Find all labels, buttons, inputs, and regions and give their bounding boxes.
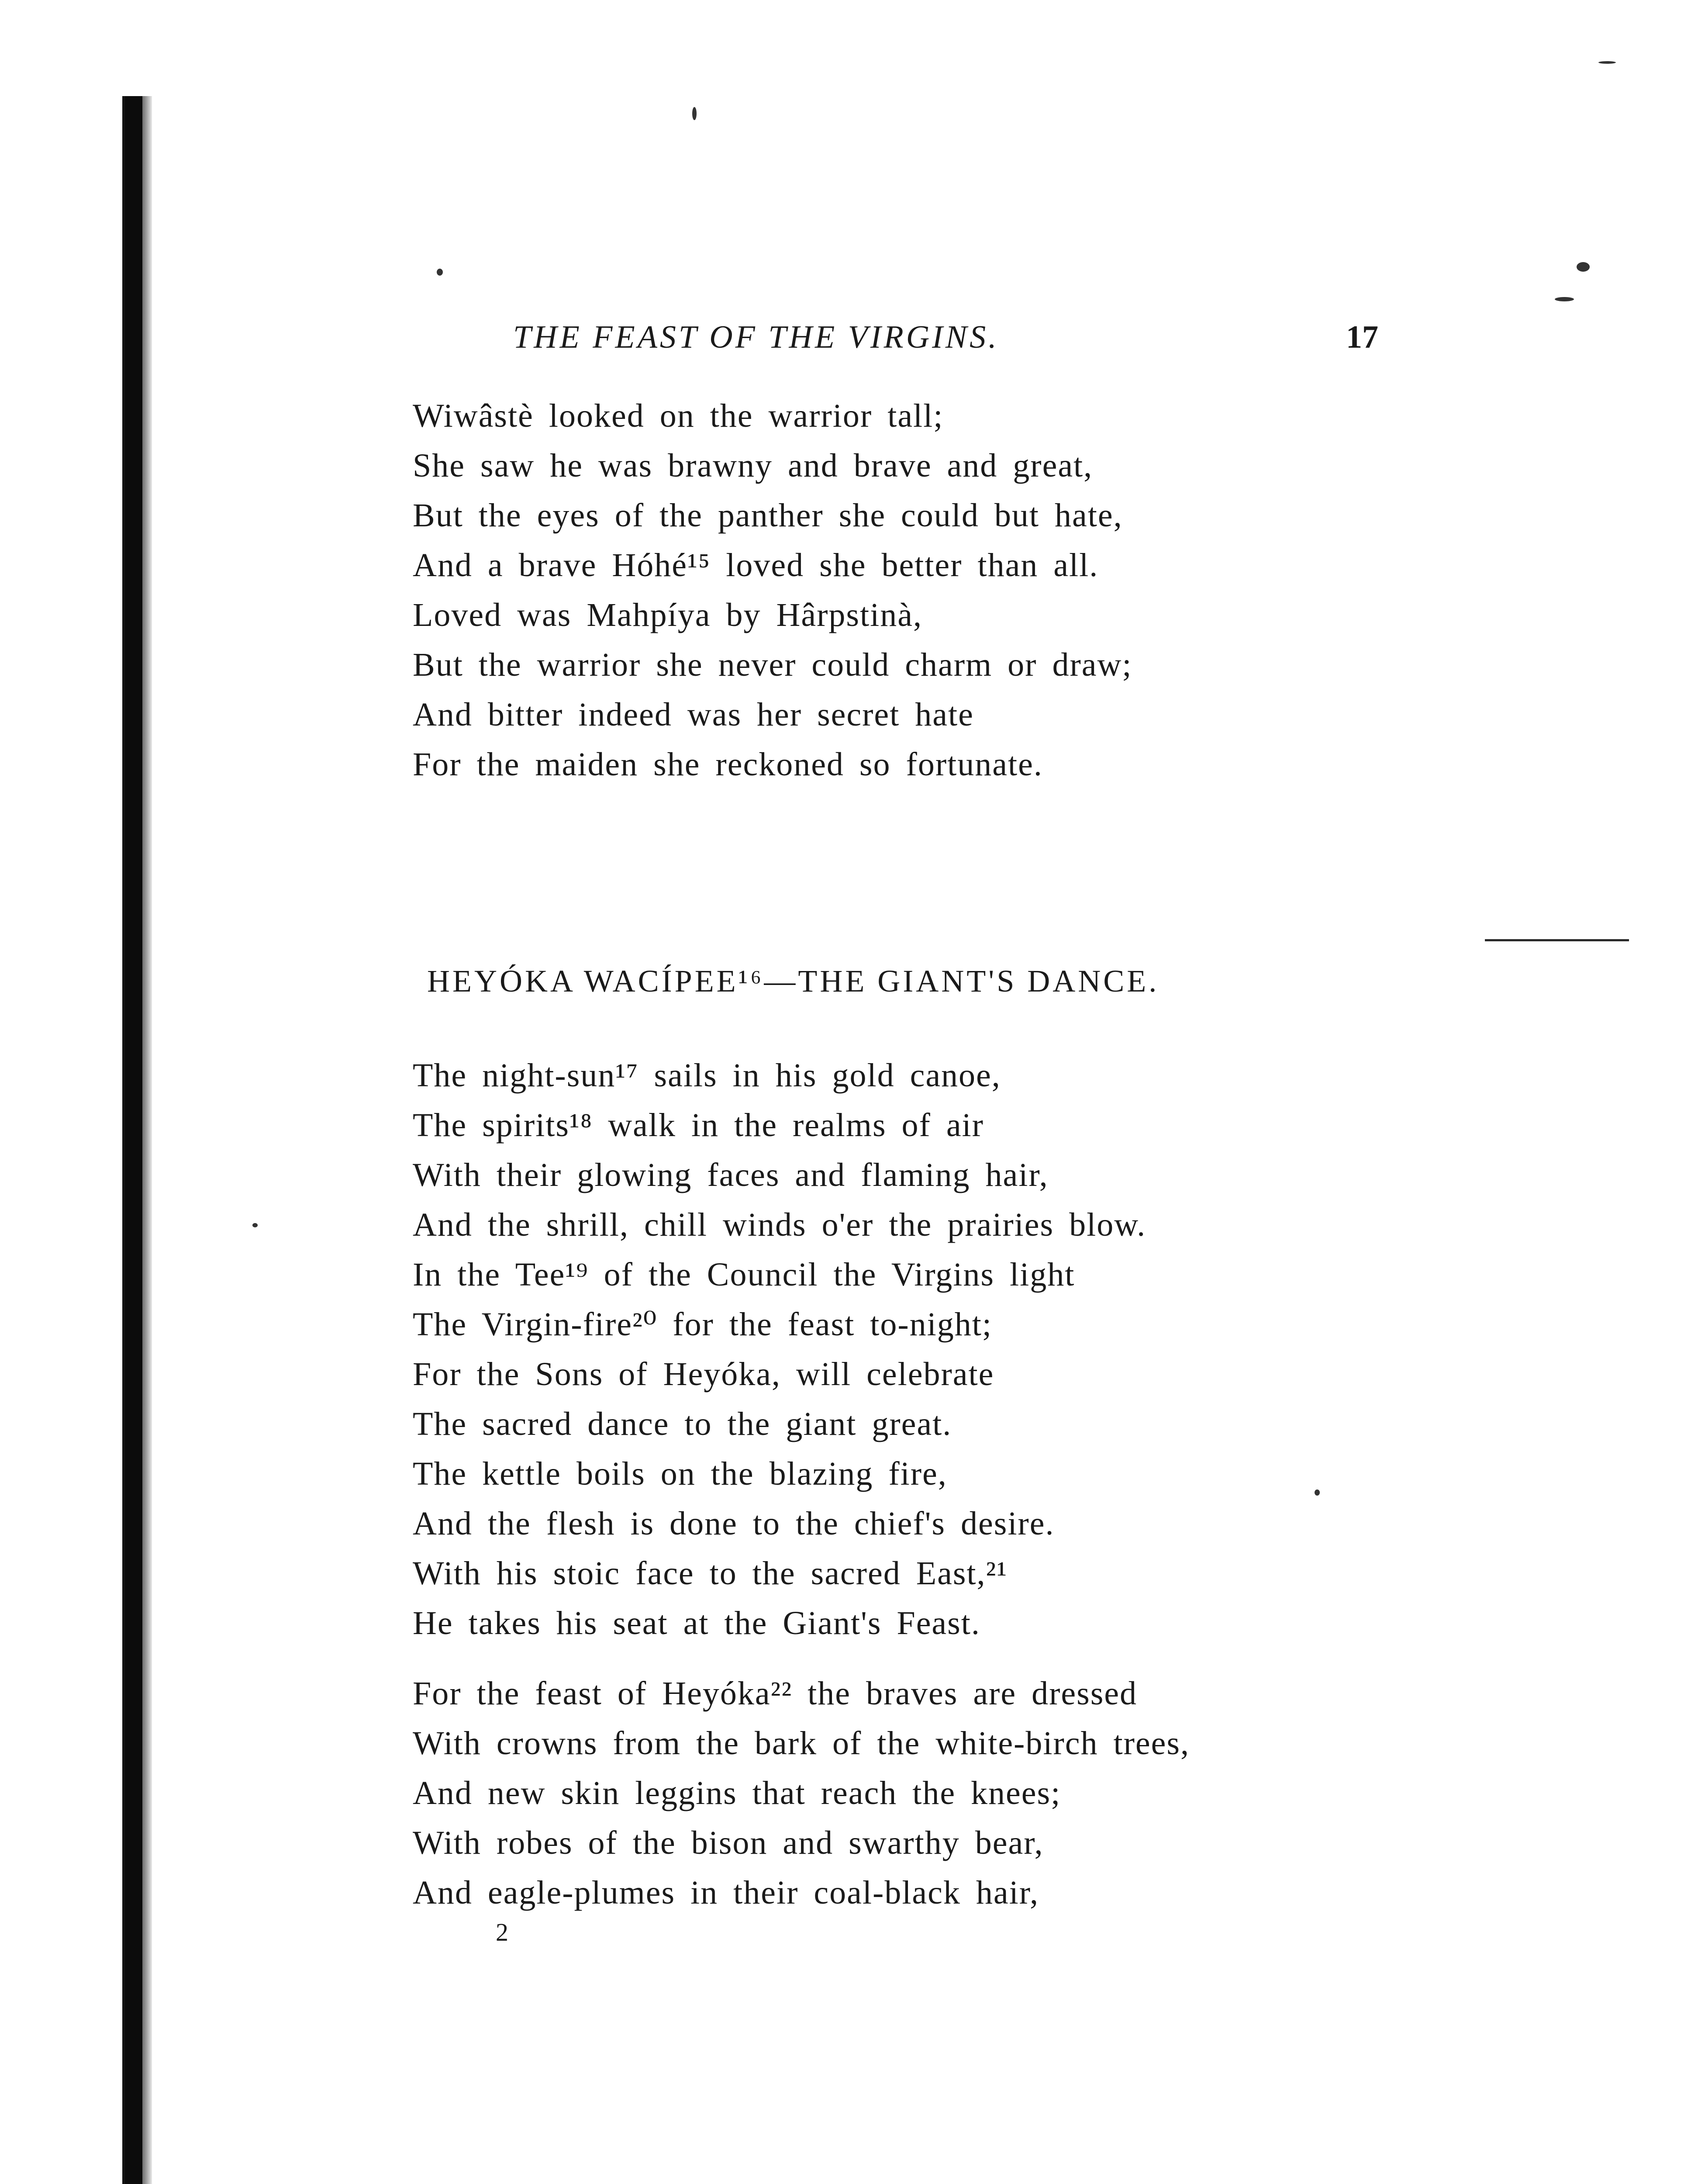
ink-speck bbox=[252, 1223, 258, 1227]
stanza-three bbox=[413, 1669, 1190, 1918]
ink-speck bbox=[1555, 297, 1574, 301]
signature-mark: 2 bbox=[496, 1918, 508, 1946]
ink-speck bbox=[437, 269, 443, 276]
ink-speck bbox=[1577, 262, 1590, 272]
verse-line: He takes his seat at the Giant's Feast. bbox=[413, 1605, 980, 1641]
running-head bbox=[0, 319, 1698, 367]
verse-line: With robes of the bison and swarthy bear, bbox=[413, 1825, 1044, 1861]
ink-speck bbox=[1315, 1489, 1320, 1496]
verse-line: And new skin leggins that reach the knees; bbox=[413, 1775, 1061, 1811]
verse-line: Loved was Mahpíya by Hârpstinà, bbox=[413, 597, 922, 633]
binding-shadow bbox=[125, 96, 142, 2184]
verse-line: She saw he was brawny and brave and great, bbox=[413, 447, 1093, 484]
verse-line: With crowns from the bark of the white-birch trees, bbox=[413, 1725, 1190, 1762]
verse-line: Wiwâstè looked on the warrior tall; bbox=[413, 397, 944, 434]
verse-line: But the warrior she never could charm or draw; bbox=[413, 646, 1132, 683]
verse-line: For the maiden she reckoned so fortunate. bbox=[413, 746, 1043, 783]
verse-line: In the Tee¹⁹ of the Council the Virgins light bbox=[413, 1256, 1075, 1293]
section-title: HEYÓKA WACÍPEE¹⁶—THE GIANT'S DANCE. bbox=[427, 964, 1160, 999]
verse-line: The spirits¹⁸ walk in the realms of air bbox=[413, 1107, 984, 1144]
verse-line: And bitter indeed was her secret hate bbox=[413, 696, 974, 733]
ink-speck bbox=[1598, 61, 1616, 64]
verse-line: The night-sun¹⁷ sails in his gold canoe, bbox=[413, 1057, 1001, 1094]
stray-rule bbox=[1485, 939, 1629, 941]
running-title: THE FEAST OF THE VIRGINS. bbox=[513, 319, 999, 355]
verse-line: And the shrill, chill winds o'er the prairies blow. bbox=[413, 1206, 1146, 1243]
verse-line: And a brave Hóhé¹⁵ loved she better than all. bbox=[413, 547, 1099, 584]
ink-speck bbox=[692, 107, 697, 120]
verse-line: With his stoic face to the sacred East,²¹ bbox=[413, 1555, 1008, 1592]
verse-line: For the feast of Heyóka²² the braves are dressed bbox=[413, 1675, 1138, 1712]
verse-line: With their glowing faces and flaming hair, bbox=[413, 1157, 1049, 1193]
verse-line: The Virgin-fire²⁰ for the feast to-night; bbox=[413, 1306, 992, 1343]
verse-line: The sacred dance to the giant great. bbox=[413, 1406, 952, 1442]
verse-line: The kettle boils on the blazing fire, bbox=[413, 1455, 947, 1492]
stanza-two bbox=[413, 1051, 1146, 1648]
verse-line: And the flesh is done to the chief's desire. bbox=[413, 1505, 1055, 1542]
stanza-one bbox=[413, 391, 1132, 789]
verse-line: For the Sons of Heyóka, will celebrate bbox=[413, 1356, 994, 1393]
verse-line: And eagle-plumes in their coal-black hair, bbox=[413, 1874, 1039, 1911]
page-number: 17 bbox=[1346, 319, 1378, 355]
verse-line: But the eyes of the panther she could but hate, bbox=[413, 497, 1123, 534]
